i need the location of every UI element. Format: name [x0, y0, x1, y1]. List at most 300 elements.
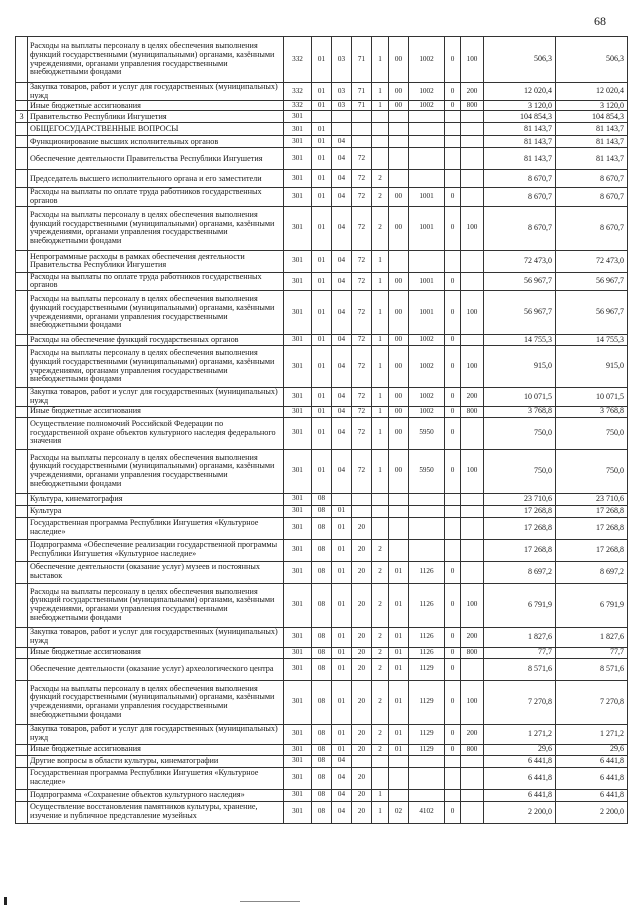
section-code-cell: 08	[312, 680, 332, 724]
row-name-cell: Расходы на выплаты персоналу в целях обеспечения выполнения функций государственными (муниципальными) органами, казёнными учреждениями, органами управления государственными внебюджетными фондами	[28, 37, 284, 83]
event-code-cell	[389, 517, 409, 539]
program-code-cell: 72	[352, 148, 372, 170]
amount-approved-cell: 915,0	[556, 346, 628, 388]
section-code-cell: 01	[312, 346, 332, 388]
row-name-cell: Расходы на выплаты персоналу в целях обеспечения выполнения функций государственными (муниципальными) органами, казёнными учреждениями, органами управления государственными внебюджетными фондами	[28, 583, 284, 627]
subsection-code-cell	[332, 111, 352, 123]
table-row	[16, 755, 628, 767]
direction-code-cell: 1129	[409, 724, 445, 744]
subprogram-code-cell	[372, 517, 389, 539]
row-number-cell	[16, 291, 28, 335]
section-code-cell: 08	[312, 647, 332, 658]
row-name-cell: Расходы на выплаты персоналу в целях обеспечения выполнения функций государственными (муниципальными) органами, казёнными учреждениями, органами управления государственными внебюджетными фондами	[28, 449, 284, 493]
expense-type-code-cell: 100	[461, 449, 484, 493]
row-name-cell: Подпрограмма «Обеспечение реализации государственной программы Республики Ингушетия «Культурное наследие»	[28, 539, 284, 561]
subprogram-code-cell	[372, 148, 389, 170]
program-code-cell: 20	[352, 724, 372, 744]
row-name-cell: Государственная программа Республики Ингушетия «Культурное наследие»	[28, 517, 284, 539]
expense-type-code-cell	[461, 517, 484, 539]
subsection-code-cell: 04	[332, 335, 352, 346]
direction-code-cell: 1126	[409, 627, 445, 647]
row-name-cell: Закупка товаров, работ и услуг для государственных (муниципальных) нужд	[28, 83, 284, 101]
row-name-cell: Государственная программа Республики Ингушетия «Культурное наследие»	[28, 767, 284, 789]
row-name-cell: Иные бюджетные ассигнования	[28, 101, 284, 111]
row-number-cell	[16, 658, 28, 680]
row-number-cell	[16, 417, 28, 449]
sub-direction-code-cell: 0	[445, 583, 461, 627]
subprogram-code-cell: 1	[372, 406, 389, 417]
direction-code-cell: 1126	[409, 561, 445, 583]
section-code-cell: 01	[312, 101, 332, 111]
direction-code-cell	[409, 767, 445, 789]
amount-approved-cell: 17 268,8	[556, 505, 628, 517]
grbs-code-cell: 301	[284, 170, 312, 188]
amount-cell: 6 791,9	[484, 583, 556, 627]
amount-cell: 81 143,7	[484, 123, 556, 136]
subprogram-code-cell: 2	[372, 658, 389, 680]
grbs-code-cell: 301	[284, 250, 312, 272]
amount-approved-cell: 104 854,3	[556, 111, 628, 123]
section-code-cell: 01	[312, 148, 332, 170]
sub-direction-code-cell: 0	[445, 449, 461, 493]
program-code-cell: 72	[352, 406, 372, 417]
subprogram-code-cell: 2	[372, 680, 389, 724]
event-code-cell: 01	[389, 561, 409, 583]
subsection-code-cell: 04	[332, 801, 352, 823]
event-code-cell	[389, 148, 409, 170]
row-number-cell	[16, 539, 28, 561]
row-name-cell: Непрограммные расходы в рамках обеспечения деятельности Правительства Республики Ингушетия	[28, 250, 284, 272]
event-code-cell	[389, 789, 409, 801]
event-code-cell	[389, 755, 409, 767]
amount-approved-cell: 72 473,0	[556, 250, 628, 272]
program-code-cell: 20	[352, 647, 372, 658]
event-code-cell: 01	[389, 627, 409, 647]
amount-approved-cell: 6 441,8	[556, 755, 628, 767]
table-row	[16, 647, 628, 658]
row-number-cell	[16, 493, 28, 505]
subprogram-code-cell	[372, 505, 389, 517]
row-number-cell	[16, 188, 28, 206]
subsection-code-cell: 04	[332, 449, 352, 493]
program-code-cell: 71	[352, 37, 372, 83]
subsection-code-cell	[332, 123, 352, 136]
subprogram-code-cell: 2	[372, 206, 389, 250]
subprogram-code-cell	[372, 767, 389, 789]
table-row	[16, 744, 628, 755]
grbs-code-cell: 301	[284, 206, 312, 250]
table-row	[16, 206, 628, 250]
event-code-cell: 00	[389, 388, 409, 406]
subprogram-code-cell: 1	[372, 291, 389, 335]
subprogram-code-cell: 1	[372, 388, 389, 406]
row-number-cell	[16, 388, 28, 406]
subsection-code-cell: 04	[332, 148, 352, 170]
grbs-code-cell: 301	[284, 291, 312, 335]
table-row	[16, 539, 628, 561]
amount-cell: 17 268,8	[484, 517, 556, 539]
expense-type-code-cell: 800	[461, 744, 484, 755]
amount-approved-cell: 17 268,8	[556, 539, 628, 561]
amount-cell: 8 670,7	[484, 170, 556, 188]
grbs-code-cell: 301	[284, 505, 312, 517]
event-code-cell	[389, 123, 409, 136]
grbs-code-cell: 301	[284, 493, 312, 505]
section-code-cell: 08	[312, 801, 332, 823]
amount-cell: 6 441,8	[484, 789, 556, 801]
amount-approved-cell: 14 755,3	[556, 335, 628, 346]
grbs-code-cell: 301	[284, 789, 312, 801]
amount-cell: 14 755,3	[484, 335, 556, 346]
row-name-cell: Закупка товаров, работ и услуг для государственных (муниципальных) нужд	[28, 627, 284, 647]
grbs-code-cell: 301	[284, 123, 312, 136]
section-code-cell: 08	[312, 658, 332, 680]
expense-type-code-cell: 100	[461, 346, 484, 388]
expense-type-code-cell: 200	[461, 724, 484, 744]
row-number-cell	[16, 206, 28, 250]
amount-cell: 81 143,7	[484, 136, 556, 148]
table-row	[16, 101, 628, 111]
table-row	[16, 789, 628, 801]
section-code-cell: 01	[312, 37, 332, 83]
row-name-cell: Расходы на выплаты персоналу в целях обеспечения выполнения функций государственными (муниципальными) органами, казёнными учреждениями, органами управления государственными внебюджетными фондами	[28, 206, 284, 250]
amount-approved-cell: 7 270,8	[556, 680, 628, 724]
subprogram-code-cell: 1	[372, 346, 389, 388]
table-row	[16, 493, 628, 505]
section-code-cell: 08	[312, 755, 332, 767]
expense-type-code-cell	[461, 111, 484, 123]
expense-type-code-cell: 200	[461, 627, 484, 647]
program-code-cell: 71	[352, 83, 372, 101]
amount-cell: 8 670,7	[484, 188, 556, 206]
subsection-code-cell: 03	[332, 37, 352, 83]
event-code-cell: 00	[389, 206, 409, 250]
amount-cell: 29,6	[484, 744, 556, 755]
section-code-cell: 01	[312, 170, 332, 188]
program-code-cell: 20	[352, 561, 372, 583]
table-row	[16, 335, 628, 346]
expense-type-code-cell	[461, 801, 484, 823]
table-row	[16, 801, 628, 823]
sub-direction-code-cell	[445, 250, 461, 272]
grbs-code-cell: 301	[284, 658, 312, 680]
section-code-cell: 08	[312, 505, 332, 517]
expense-type-code-cell	[461, 170, 484, 188]
sub-direction-code-cell	[445, 493, 461, 505]
row-name-cell: Осуществление полномочий Российской Федерации по государственной охране объектов культурного наследия федерального значения	[28, 417, 284, 449]
grbs-code-cell: 301	[284, 801, 312, 823]
program-code-cell: 20	[352, 627, 372, 647]
sub-direction-code-cell: 0	[445, 83, 461, 101]
grbs-code-cell: 301	[284, 517, 312, 539]
table-row	[16, 188, 628, 206]
grbs-code-cell: 301	[284, 346, 312, 388]
table-row	[16, 767, 628, 789]
direction-code-cell: 1002	[409, 406, 445, 417]
expense-type-code-cell	[461, 561, 484, 583]
program-code-cell: 72	[352, 388, 372, 406]
expense-type-code-cell: 100	[461, 583, 484, 627]
expense-type-code-cell: 200	[461, 83, 484, 101]
amount-approved-cell: 2 200,0	[556, 801, 628, 823]
program-code-cell: 20	[352, 767, 372, 789]
sub-direction-code-cell: 0	[445, 272, 461, 290]
subsection-code-cell: 01	[332, 680, 352, 724]
row-number-cell	[16, 406, 28, 417]
row-name-cell: ОБЩЕГОСУДАРСТВЕННЫЕ ВОПРОСЫ	[28, 123, 284, 136]
event-code-cell: 02	[389, 801, 409, 823]
row-number-cell	[16, 37, 28, 83]
amount-cell: 104 854,3	[484, 111, 556, 123]
subsection-code-cell: 04	[332, 755, 352, 767]
subsection-code-cell: 01	[332, 647, 352, 658]
sub-direction-code-cell: 0	[445, 37, 461, 83]
subprogram-code-cell	[372, 136, 389, 148]
program-code-cell	[352, 111, 372, 123]
expense-type-code-cell	[461, 148, 484, 170]
grbs-code-cell: 301	[284, 744, 312, 755]
subprogram-code-cell: 2	[372, 188, 389, 206]
direction-code-cell: 5950	[409, 417, 445, 449]
amount-approved-cell: 6 441,8	[556, 789, 628, 801]
row-number-cell	[16, 583, 28, 627]
subsection-code-cell: 01	[332, 583, 352, 627]
program-code-cell: 72	[352, 417, 372, 449]
amount-cell: 7 270,8	[484, 680, 556, 724]
subsection-code-cell: 01	[332, 744, 352, 755]
section-code-cell: 01	[312, 388, 332, 406]
direction-code-cell: 5950	[409, 449, 445, 493]
row-name-cell: Функционирование высших исполнительных органов	[28, 136, 284, 148]
expense-type-code-cell: 800	[461, 647, 484, 658]
row-number-cell	[16, 505, 28, 517]
direction-code-cell: 1002	[409, 346, 445, 388]
budget-table	[15, 36, 628, 824]
expense-type-code-cell: 800	[461, 406, 484, 417]
subsection-code-cell: 04	[332, 291, 352, 335]
section-code-cell: 08	[312, 627, 332, 647]
grbs-code-cell: 332	[284, 101, 312, 111]
direction-code-cell: 1002	[409, 83, 445, 101]
table-row	[16, 505, 628, 517]
amount-cell: 8 697,2	[484, 561, 556, 583]
event-code-cell: 01	[389, 647, 409, 658]
subprogram-code-cell: 2	[372, 561, 389, 583]
amount-approved-cell: 8 670,7	[556, 206, 628, 250]
section-code-cell: 08	[312, 789, 332, 801]
table-row	[16, 37, 628, 83]
row-number-cell	[16, 680, 28, 724]
program-code-cell: 20	[352, 539, 372, 561]
direction-code-cell	[409, 789, 445, 801]
section-code-cell: 08	[312, 583, 332, 627]
section-code-cell: 01	[312, 250, 332, 272]
grbs-code-cell: 301	[284, 111, 312, 123]
section-code-cell: 08	[312, 493, 332, 505]
program-code-cell: 20	[352, 789, 372, 801]
sub-direction-code-cell: 0	[445, 658, 461, 680]
amount-cell: 8 571,6	[484, 658, 556, 680]
event-code-cell: 01	[389, 680, 409, 724]
subsection-code-cell: 04	[332, 136, 352, 148]
direction-code-cell: 1001	[409, 188, 445, 206]
expense-type-code-cell	[461, 539, 484, 561]
amount-cell: 2 200,0	[484, 801, 556, 823]
amount-approved-cell: 81 143,7	[556, 136, 628, 148]
sub-direction-code-cell: 0	[445, 101, 461, 111]
row-name-cell: Закупка товаров, работ и услуг для государственных (муниципальных) нужд	[28, 724, 284, 744]
event-code-cell: 00	[389, 291, 409, 335]
row-name-cell: Закупка товаров, работ и услуг для государственных (муниципальных) нужд	[28, 388, 284, 406]
amount-cell: 56 967,7	[484, 272, 556, 290]
section-code-cell: 01	[312, 272, 332, 290]
grbs-code-cell: 301	[284, 449, 312, 493]
row-name-cell: Обеспечение деятельности (оказание услуг) археологического центра	[28, 658, 284, 680]
table-row	[16, 346, 628, 388]
event-code-cell: 00	[389, 101, 409, 111]
subprogram-code-cell	[372, 111, 389, 123]
subprogram-code-cell: 2	[372, 539, 389, 561]
amount-approved-cell: 17 268,8	[556, 517, 628, 539]
page-number: 68	[594, 14, 606, 28]
program-code-cell: 20	[352, 583, 372, 627]
sub-direction-code-cell	[445, 755, 461, 767]
table-row	[16, 123, 628, 136]
direction-code-cell	[409, 755, 445, 767]
section-code-cell: 01	[312, 417, 332, 449]
event-code-cell: 00	[389, 37, 409, 83]
row-number-cell	[16, 561, 28, 583]
direction-code-cell	[409, 136, 445, 148]
direction-code-cell: 1129	[409, 744, 445, 755]
amount-cell: 81 143,7	[484, 148, 556, 170]
subsection-code-cell: 04	[332, 272, 352, 290]
amount-approved-cell: 81 143,7	[556, 123, 628, 136]
direction-code-cell	[409, 493, 445, 505]
table-row	[16, 170, 628, 188]
section-code-cell: 08	[312, 561, 332, 583]
subsection-code-cell: 01	[332, 724, 352, 744]
row-number-cell	[16, 767, 28, 789]
event-code-cell	[389, 505, 409, 517]
row-number-cell	[16, 250, 28, 272]
section-code-cell: 08	[312, 767, 332, 789]
sub-direction-code-cell: 0	[445, 627, 461, 647]
amount-cell: 915,0	[484, 346, 556, 388]
expense-type-code-cell	[461, 250, 484, 272]
direction-code-cell	[409, 170, 445, 188]
program-code-cell: 72	[352, 206, 372, 250]
amount-cell: 1 827,6	[484, 627, 556, 647]
direction-code-cell	[409, 539, 445, 561]
subprogram-code-cell	[372, 123, 389, 136]
row-number-cell	[16, 346, 28, 388]
direction-code-cell: 1002	[409, 37, 445, 83]
table-row	[16, 406, 628, 417]
sub-direction-code-cell: 0	[445, 680, 461, 724]
subsection-code-cell: 04	[332, 789, 352, 801]
expense-type-code-cell	[461, 272, 484, 290]
event-code-cell	[389, 136, 409, 148]
sub-direction-code-cell	[445, 517, 461, 539]
row-name-cell: Расходы на выплаты персоналу в целях обеспечения выполнения функций государственными (муниципальными) органами, казёнными учреждениями, органами управления государственными внебюджетными фондами	[28, 680, 284, 724]
sub-direction-code-cell: 0	[445, 561, 461, 583]
expense-type-code-cell: 200	[461, 388, 484, 406]
row-name-cell: Обеспечение деятельности (оказание услуг) музеев и постоянных выставок	[28, 561, 284, 583]
expense-type-code-cell	[461, 493, 484, 505]
subprogram-code-cell: 1	[372, 335, 389, 346]
expense-type-code-cell	[461, 767, 484, 789]
table-row	[16, 449, 628, 493]
amount-cell: 8 670,7	[484, 206, 556, 250]
subsection-code-cell: 01	[332, 539, 352, 561]
sub-direction-code-cell: 0	[445, 388, 461, 406]
amount-cell: 6 441,8	[484, 755, 556, 767]
amount-cell: 3 120,0	[484, 101, 556, 111]
expense-type-code-cell	[461, 335, 484, 346]
program-code-cell: 72	[352, 335, 372, 346]
subsection-code-cell: 04	[332, 170, 352, 188]
sub-direction-code-cell	[445, 123, 461, 136]
grbs-code-cell: 301	[284, 335, 312, 346]
program-code-cell	[352, 123, 372, 136]
expense-type-code-cell: 100	[461, 291, 484, 335]
direction-code-cell: 1002	[409, 335, 445, 346]
row-name-cell: Иные бюджетные ассигнования	[28, 744, 284, 755]
amount-cell: 750,0	[484, 417, 556, 449]
sub-direction-code-cell	[445, 539, 461, 561]
scan-edge-marks	[0, 895, 640, 905]
table-row	[16, 583, 628, 627]
amount-cell: 750,0	[484, 449, 556, 493]
sub-direction-code-cell	[445, 136, 461, 148]
direction-code-cell: 1129	[409, 680, 445, 724]
table-row	[16, 111, 628, 123]
amount-approved-cell: 1 827,6	[556, 627, 628, 647]
grbs-code-cell: 301	[284, 627, 312, 647]
event-code-cell: 00	[389, 406, 409, 417]
direction-code-cell: 1001	[409, 272, 445, 290]
row-name-cell: Расходы на выплаты по оплате труда работников государственных органов	[28, 188, 284, 206]
amount-approved-cell: 56 967,7	[556, 291, 628, 335]
subsection-code-cell: 01	[332, 517, 352, 539]
amount-approved-cell: 750,0	[556, 417, 628, 449]
expense-type-code-cell	[461, 188, 484, 206]
amount-approved-cell: 6 441,8	[556, 767, 628, 789]
direction-code-cell	[409, 111, 445, 123]
event-code-cell: 00	[389, 417, 409, 449]
direction-code-cell	[409, 250, 445, 272]
grbs-code-cell: 301	[284, 272, 312, 290]
amount-cell: 17 268,8	[484, 505, 556, 517]
table-row	[16, 272, 628, 290]
grbs-code-cell: 301	[284, 148, 312, 170]
program-code-cell: 72	[352, 346, 372, 388]
sub-direction-code-cell	[445, 111, 461, 123]
row-number-cell	[16, 148, 28, 170]
amount-cell: 56 967,7	[484, 291, 556, 335]
subsection-code-cell: 04	[332, 388, 352, 406]
direction-code-cell: 1002	[409, 388, 445, 406]
table-row	[16, 388, 628, 406]
subprogram-code-cell: 1	[372, 250, 389, 272]
amount-cell: 6 441,8	[484, 767, 556, 789]
section-code-cell: 01	[312, 83, 332, 101]
amount-approved-cell: 23 710,6	[556, 493, 628, 505]
row-number-cell	[16, 801, 28, 823]
amount-cell: 23 710,6	[484, 493, 556, 505]
section-code-cell: 08	[312, 539, 332, 561]
